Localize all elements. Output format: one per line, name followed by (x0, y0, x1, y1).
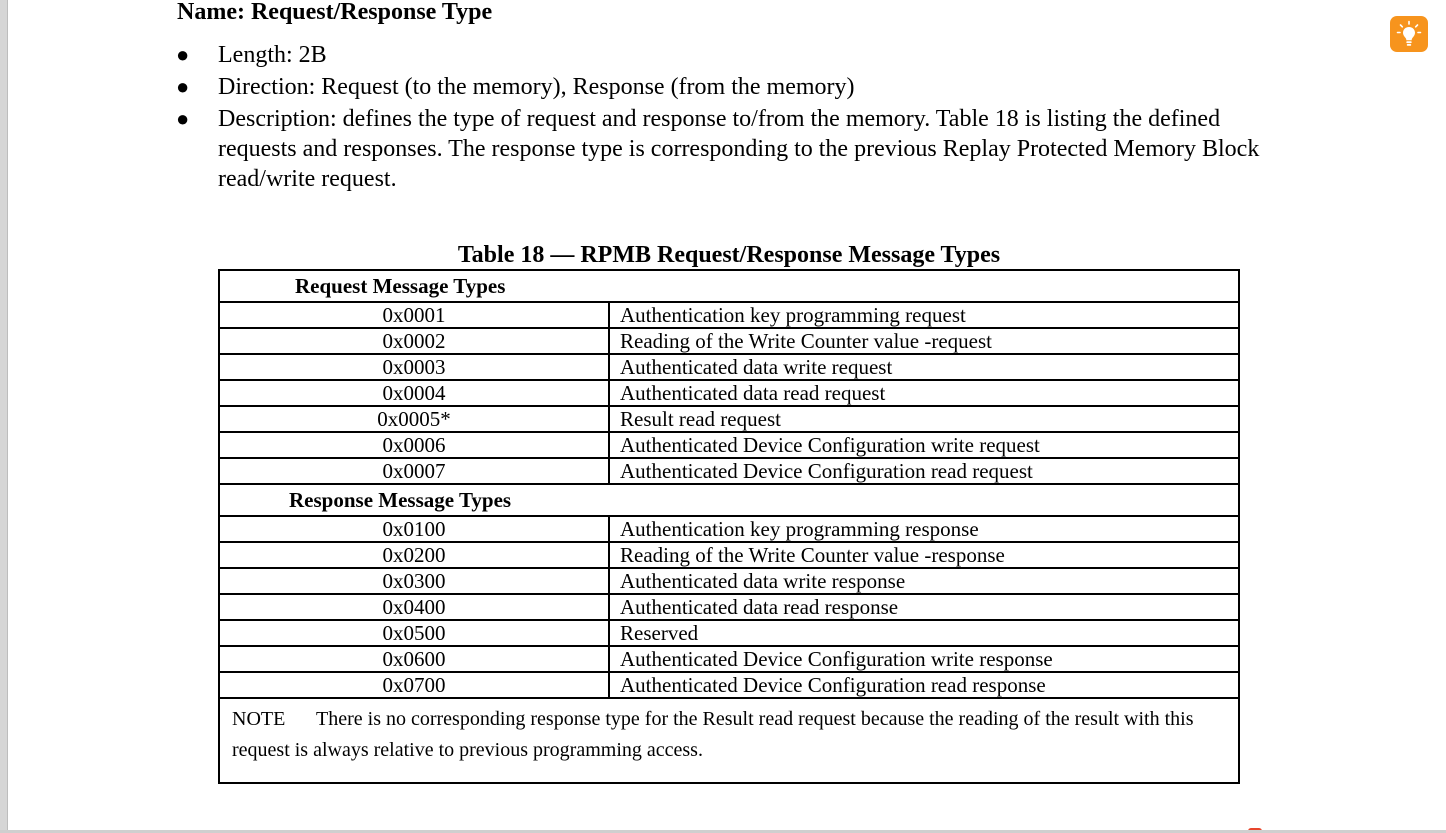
message-code: 0x0500 (219, 620, 609, 646)
length-text: Length: 2B (218, 42, 327, 68)
table-row (219, 406, 1239, 432)
description-text: Description: defines the type of request and response to/from the memory. Table 18 is listing the defined requests and responses. The response type is corresponding to the previous Replay Protected Memory Block read/write request. (218, 106, 1260, 192)
table-row (219, 380, 1239, 406)
table-row (219, 568, 1239, 594)
table-row (219, 302, 1239, 328)
table-row (219, 542, 1239, 568)
table-row (219, 458, 1239, 484)
note-text: There is no corresponding response type for the Result read request because the reading of the result with this request is always relative to previous programming access. (232, 708, 1194, 761)
note-label: NOTE (232, 708, 286, 730)
response-section-header: Response Message Types (219, 484, 1239, 516)
message-code: 0x0005* (219, 406, 609, 432)
bullet-icon: ● (176, 106, 190, 131)
table-row (219, 432, 1239, 458)
table-note (219, 698, 1239, 783)
message-code: 0x0300 (219, 568, 609, 594)
list-item (176, 72, 1266, 102)
table-note-row (219, 698, 1239, 783)
table-section-row (219, 270, 1239, 302)
table-row (219, 354, 1239, 380)
message-code: 0x0006 (219, 432, 609, 458)
message-description: Authenticated data read response (609, 594, 1239, 620)
message-code: 0x0002 (219, 328, 609, 354)
message-description: Authenticated Device Configuration read request (609, 458, 1239, 484)
message-types-table (218, 269, 1240, 784)
message-description: Authenticated data write request (609, 354, 1239, 380)
viewer-left-edge (0, 0, 8, 833)
message-description: Authenticated Device Configuration write request (609, 432, 1239, 458)
request-section-header: Request Message Types (219, 270, 1239, 302)
message-description: Authenticated Device Configuration read response (609, 672, 1239, 698)
direction-text: Direction: Request (to the memory), Response (from the memory) (218, 74, 855, 100)
message-code: 0x0007 (219, 458, 609, 484)
list-item (176, 104, 1266, 194)
message-description: Authentication key programming response (609, 516, 1239, 542)
message-code: 0x0003 (219, 354, 609, 380)
message-description: Result read request (609, 406, 1239, 432)
table-row (219, 672, 1239, 698)
tip-button[interactable] (1390, 16, 1428, 52)
lightbulb-icon (1396, 20, 1422, 48)
bullet-icon: ● (176, 74, 190, 99)
message-code: 0x0004 (219, 380, 609, 406)
table-row (219, 516, 1239, 542)
message-description: Authenticated data write response (609, 568, 1239, 594)
bullet-icon: ● (176, 42, 190, 67)
table-section-row (219, 484, 1239, 516)
message-code: 0x0200 (219, 542, 609, 568)
field-properties-list (176, 40, 1266, 196)
list-item (176, 40, 1266, 70)
table-row (219, 620, 1239, 646)
message-code: 0x0400 (219, 594, 609, 620)
message-description: Reading of the Write Counter value -response (609, 542, 1239, 568)
table-row (219, 646, 1239, 672)
message-code: 0x0700 (219, 672, 609, 698)
table-row (219, 594, 1239, 620)
message-description: Reading of the Write Counter value -request (609, 328, 1239, 354)
message-description: Reserved (609, 620, 1239, 646)
message-code: 0x0600 (219, 646, 609, 672)
table-caption: Table 18 — RPMB Request/Response Message Types (457, 242, 1001, 268)
message-code: 0x0100 (219, 516, 609, 542)
section-heading: Name: Request/Response Type (177, 0, 493, 25)
message-description: Authentication key programming request (609, 302, 1239, 328)
message-code: 0x0001 (219, 302, 609, 328)
message-description: Authenticated Device Configuration write response (609, 646, 1239, 672)
message-description: Authenticated data read request (609, 380, 1239, 406)
table-row (219, 328, 1239, 354)
